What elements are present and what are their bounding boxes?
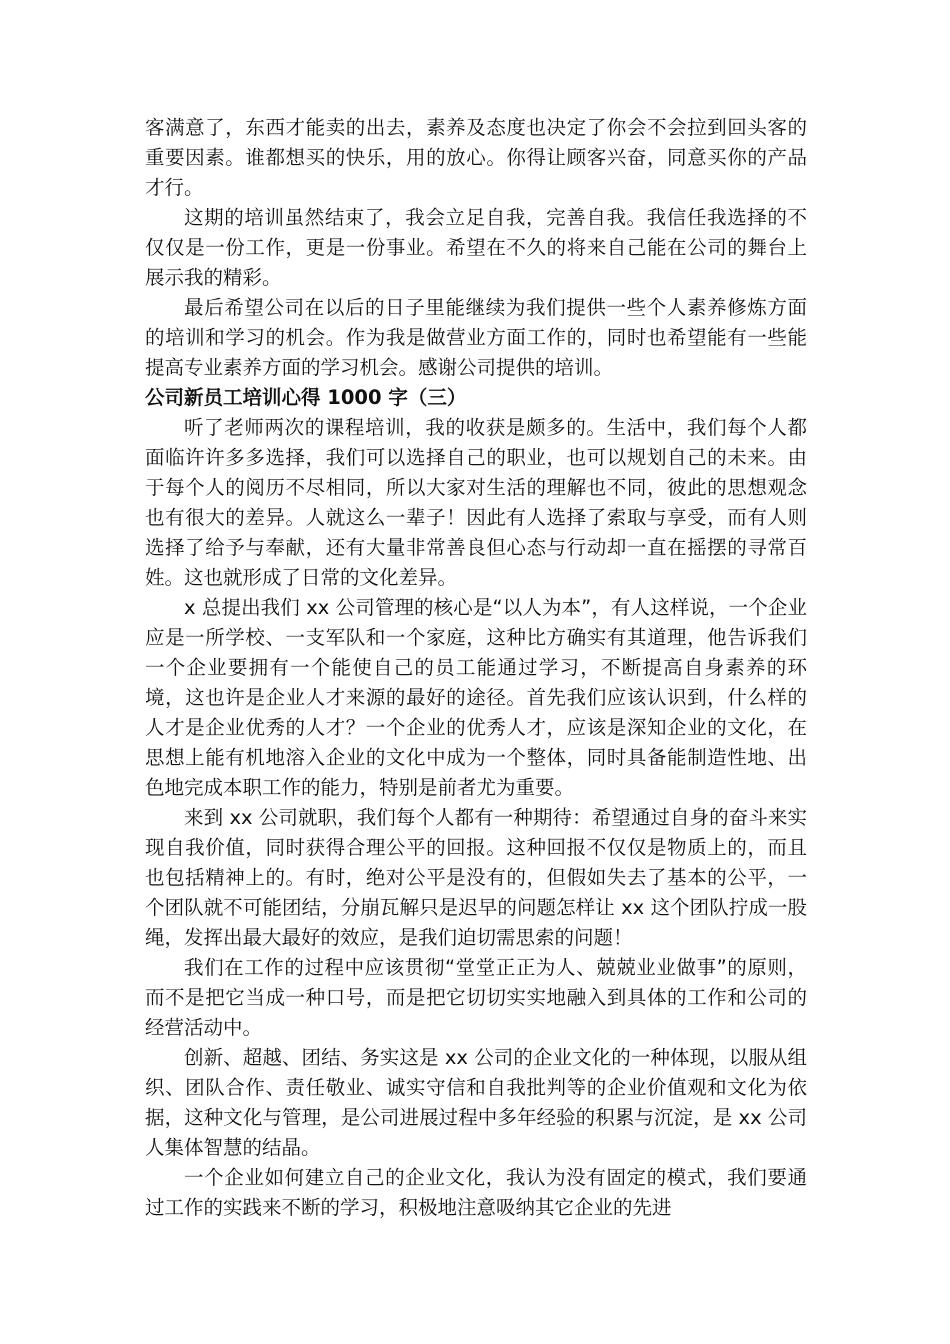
paragraph-continuation: 客满意了，东西才能卖的出去，素养及态度也决定了你会不会拉到回头客的重要因素。谁都想买的快乐，用的放心。你得让顾客兴奋，同意买你的产品才行。	[145, 116, 807, 199]
paragraph: 一个企业如何建立自己的企业文化，我认为没有固定的模式，我们要通过工作的实践来不断的学习，积极地注意吸纳其它企业的先进	[145, 1166, 807, 1219]
paragraph: x 总提出我们 xx 公司管理的核心是“以人为本”，有人这样说，一个企业应是一所学校、一支军队和一个家庭，这种比方确实有其道理，他告诉我们一个企业要拥有一个能使自己的员工能通过学习，不断提高自身素养的环境，这也许是企业人才来源的最好的途径。首先我们应该认识到，什么样的人才是企业优秀的人才？一个企业的优秀人才，应该是深知企业的文化，在思想上能有机地溶入企业的文化中成为一个整体，同时具备能制造性地、出色地完成本职工作的能力，特别是前者尤为重要。	[145, 596, 807, 799]
paragraph: 来到 xx 公司就职，我们每个人都有一种期待：希望通过自身的奋斗来实现自我价值，同时获得合理公平的回报。这种回报不仅仅是物质上的，而且也包括精神上的。有时，绝对公平是没有的，但假如失去了基本的公平，一个团队就不可能团结，分崩瓦解只是迟早的问题怎样让 xx 这个团队拧成一股绳，发挥出最大最好的效应，是我们迫切需思索的问题！	[145, 806, 807, 949]
paragraph: 听了老师两次的课程培训，我的收获是颇多的。生活中，我们每个人都面临许许多多选择，我们可以选择自己的职业，也可以规划自己的未来。由于每个人的阅历不尽相同，所以大家对生活的理解也不同，彼此的思想观念也有很大的差异。人就这么一辈子！因此有人选择了索取与享受，而有人则选择了给予与奉献，还有大量非常善良但心态与行动却一直在摇摆的寻常百姓。这也就形成了日常的文化差异。	[145, 416, 807, 589]
section-heading: 公司新员工培训心得 1000 字（三）	[145, 386, 467, 409]
paragraph: 最后希望公司在以后的日子里能继续为我们提供一些个人素养修炼方面的培训和学习的机会。作为我是做营业方面工作的，同时也希望能有一些能提高专业素养方面的学习机会。感谢公司提供的培训。	[145, 296, 807, 379]
paragraph: 这期的培训虽然结束了，我会立足自我，完善自我。我信任我选择的不仅仅是一份工作，更是一份事业。希望在不久的将来自己能在公司的舞台上展示我的精彩。	[145, 206, 807, 289]
document-body	[145, 113, 807, 1223]
paragraph: 创新、超越、团结、务实这是 xx 公司的企业文化的一种体现，以服从组织、团队合作、责任敬业、诚实守信和自我批判等的企业价值观和文化为依据，这种文化与管理，是公司进展过程中多年经验的积累与沉淀，是 xx 公司人集体智慧的结晶。	[145, 1046, 807, 1159]
paragraph: 我们在工作的过程中应该贯彻“堂堂正正为人、兢兢业业做事”的原则，而不是把它当成一种口号，而是把它切切实实地融入到具体的工作和公司的经营活动中。	[145, 956, 807, 1039]
